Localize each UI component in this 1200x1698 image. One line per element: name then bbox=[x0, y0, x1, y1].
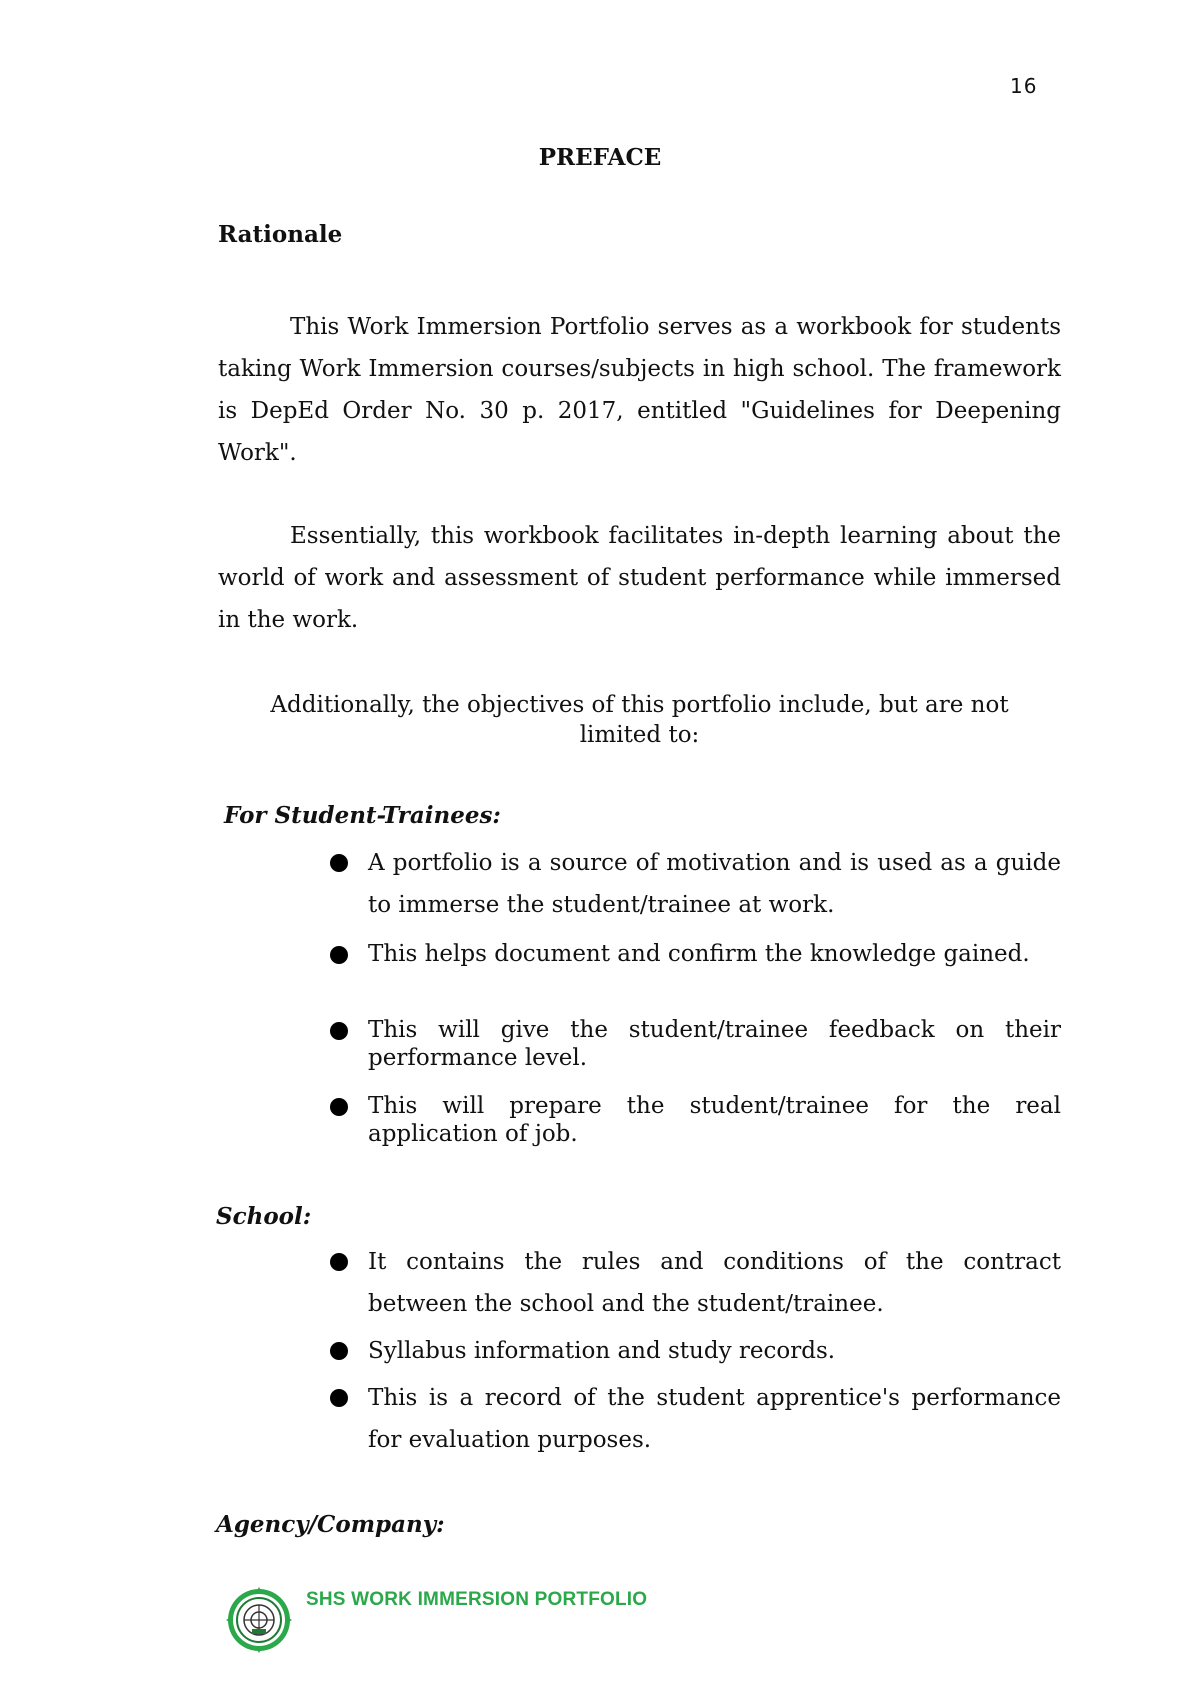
list-item bbox=[330, 1330, 1061, 1372]
footer-title: SHS WORK IMMERSION PORTFOLIO bbox=[306, 1589, 648, 1610]
rationale-heading: Rationale bbox=[218, 221, 343, 248]
school-seal-icon bbox=[226, 1587, 292, 1653]
objectives-intro-line-1: Additionally, the objectives of this portfolio include, but are not bbox=[270, 692, 1009, 718]
list-item bbox=[330, 1241, 1061, 1325]
agency-heading: Agency/Company: bbox=[216, 1511, 445, 1538]
list-item bbox=[330, 1016, 1061, 1072]
list-item-text: It contains the rules and conditions of the contract between the school and the student/trainee. bbox=[368, 1249, 1061, 1317]
page-number: 16 bbox=[1010, 74, 1038, 98]
objectives-intro bbox=[218, 690, 1061, 750]
list-item-text: This helps document and confirm the knowledge gained. bbox=[368, 941, 1030, 967]
rationale-paragraph-1-text: This Work Immersion Portfolio serves as a workbook for students taking Work Immersion courses/subjects in high school. The framework is DepEd Order No. 30 p. 2017, entitled "Guidelines for Deepening Work". bbox=[218, 314, 1061, 466]
objectives-intro-line-2: limited to: bbox=[579, 722, 700, 748]
list-item bbox=[330, 842, 1061, 926]
bullet-icon bbox=[330, 854, 348, 872]
rationale-paragraph-1 bbox=[218, 306, 1061, 474]
list-item-text: This will give the student/trainee feedback on their performance level. bbox=[368, 1017, 1061, 1071]
list-item-text: This is a record of the student apprentice's performance for evaluation purposes. bbox=[368, 1385, 1061, 1453]
bullet-icon bbox=[330, 1022, 348, 1040]
list-item bbox=[330, 940, 1061, 968]
bullet-icon bbox=[330, 1098, 348, 1116]
list-item bbox=[330, 1377, 1061, 1461]
list-item-text: This will prepare the student/trainee for the real application of job. bbox=[368, 1093, 1061, 1147]
list-item-text: A portfolio is a source of motivation and is used as a guide to immerse the student/trainee at work. bbox=[368, 850, 1061, 918]
rationale-paragraph-2 bbox=[218, 515, 1061, 641]
list-item bbox=[330, 1092, 1061, 1148]
student-trainees-heading: For Student-Trainees: bbox=[224, 802, 501, 829]
bullet-icon bbox=[330, 1389, 348, 1407]
page-title: PREFACE bbox=[538, 144, 662, 171]
school-heading: School: bbox=[216, 1203, 312, 1230]
bullet-icon bbox=[330, 1253, 348, 1271]
bullet-icon bbox=[330, 946, 348, 964]
bullet-icon bbox=[330, 1342, 348, 1360]
rationale-paragraph-2-text: Essentially, this workbook facilitates in-depth learning about the world of work and assessment of student performance while immersed in the work. bbox=[218, 523, 1061, 633]
list-item-text: Syllabus information and study records. bbox=[368, 1338, 836, 1364]
